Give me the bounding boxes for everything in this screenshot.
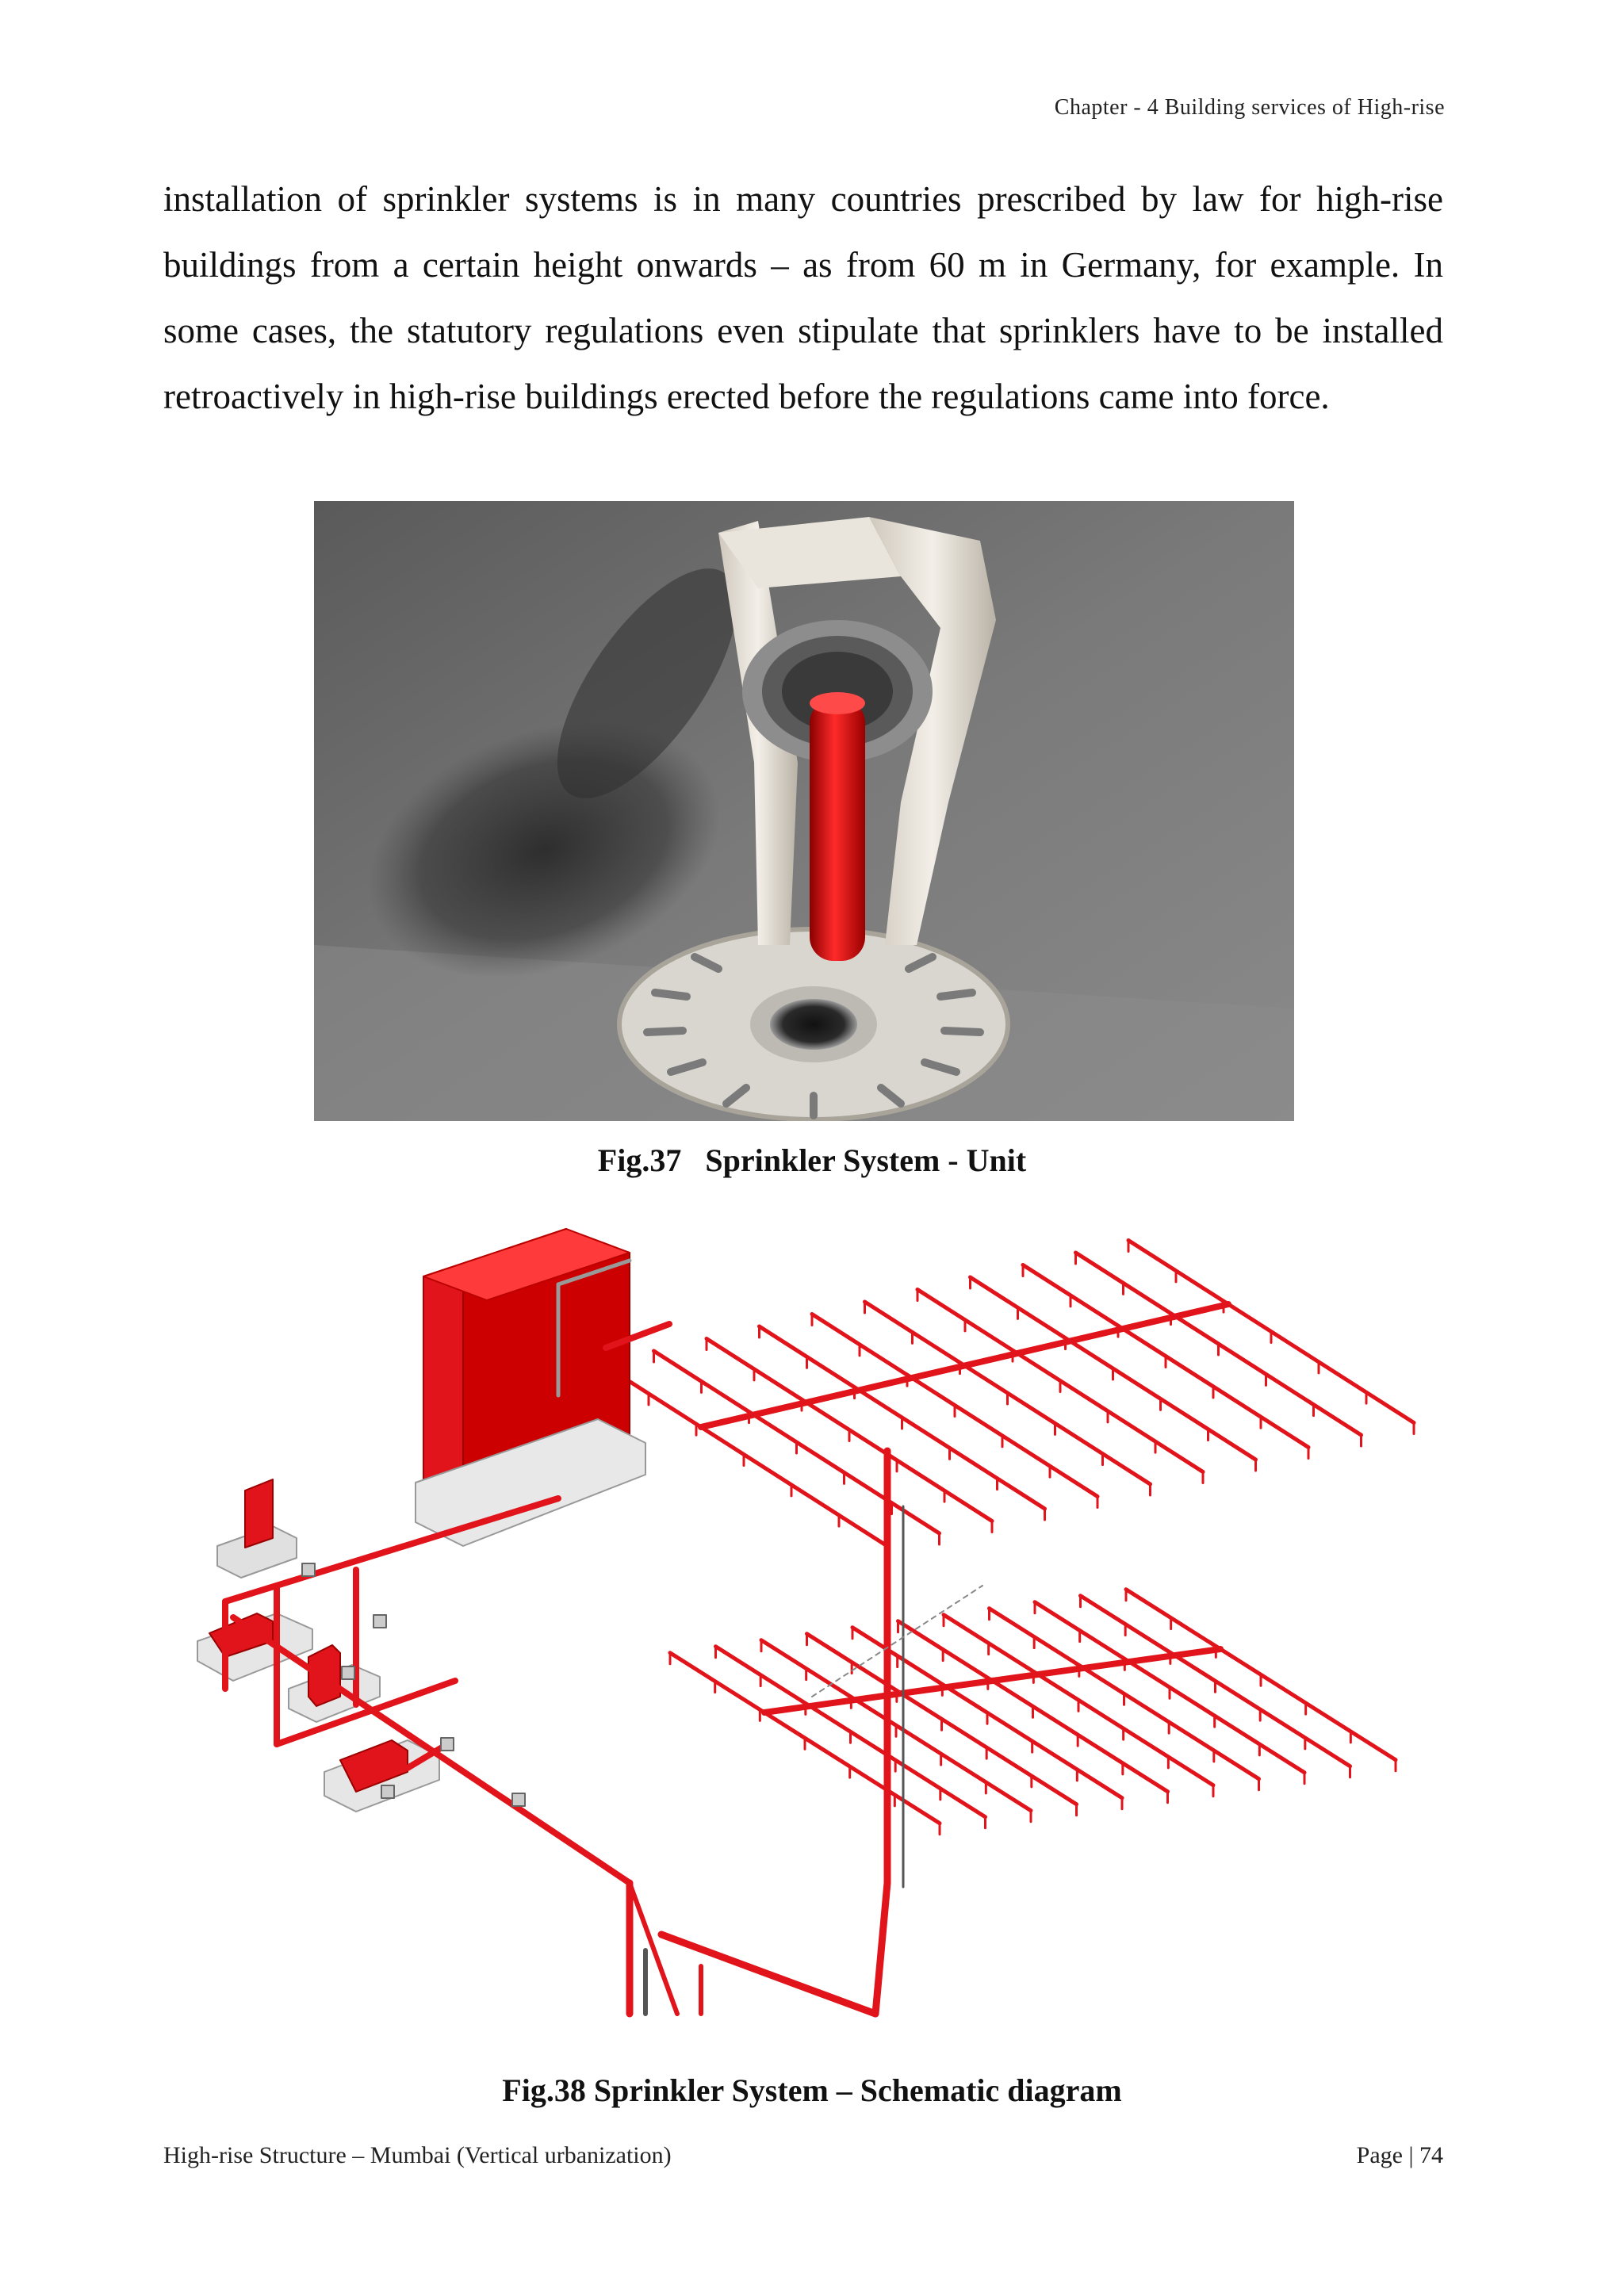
sprinkler-schematic-diagram: [186, 1189, 1423, 2018]
page-number: Page | 74: [1356, 2142, 1443, 2168]
valve-icon: [381, 1785, 394, 1798]
valve-icon: [342, 1667, 354, 1679]
fig38-caption: Fig.38 Sprinkler System – Schematic diagram: [502, 2072, 1122, 2108]
valve-icon: [373, 1615, 386, 1628]
fig37-caption: Fig.37 Sprinkler System - Unit: [597, 1142, 1027, 1178]
valve-icon: [302, 1563, 315, 1576]
riser-base: [875, 1883, 887, 2014]
valve-icon: [512, 1793, 525, 1806]
pipe-main-run: [233, 1617, 630, 1883]
pipe-spacer: [630, 1883, 677, 2014]
footer-title: High-rise Structure – Mumbai (Vertical urbanization): [163, 2142, 672, 2168]
valve-icon: [441, 1738, 454, 1751]
pipe-to-riser: [661, 1934, 875, 2014]
level-dashed-line: [812, 1586, 982, 1697]
running-header: Chapter - 4 Building services of High-rise: [1054, 95, 1445, 120]
body-paragraph: installation of sprinkler systems is in many countries prescribed by law for high-rise buildings from a certain height onwards – as from 60 m in Germany, for example. In some cases, the statutory regulations even stipulate that sprinklers have to be installed retroactively in high-rise buildings erected before the regulations came into force.: [163, 179, 1443, 416]
control-panel: [245, 1479, 273, 1548]
sprinkler-unit-image: [314, 501, 1294, 1121]
